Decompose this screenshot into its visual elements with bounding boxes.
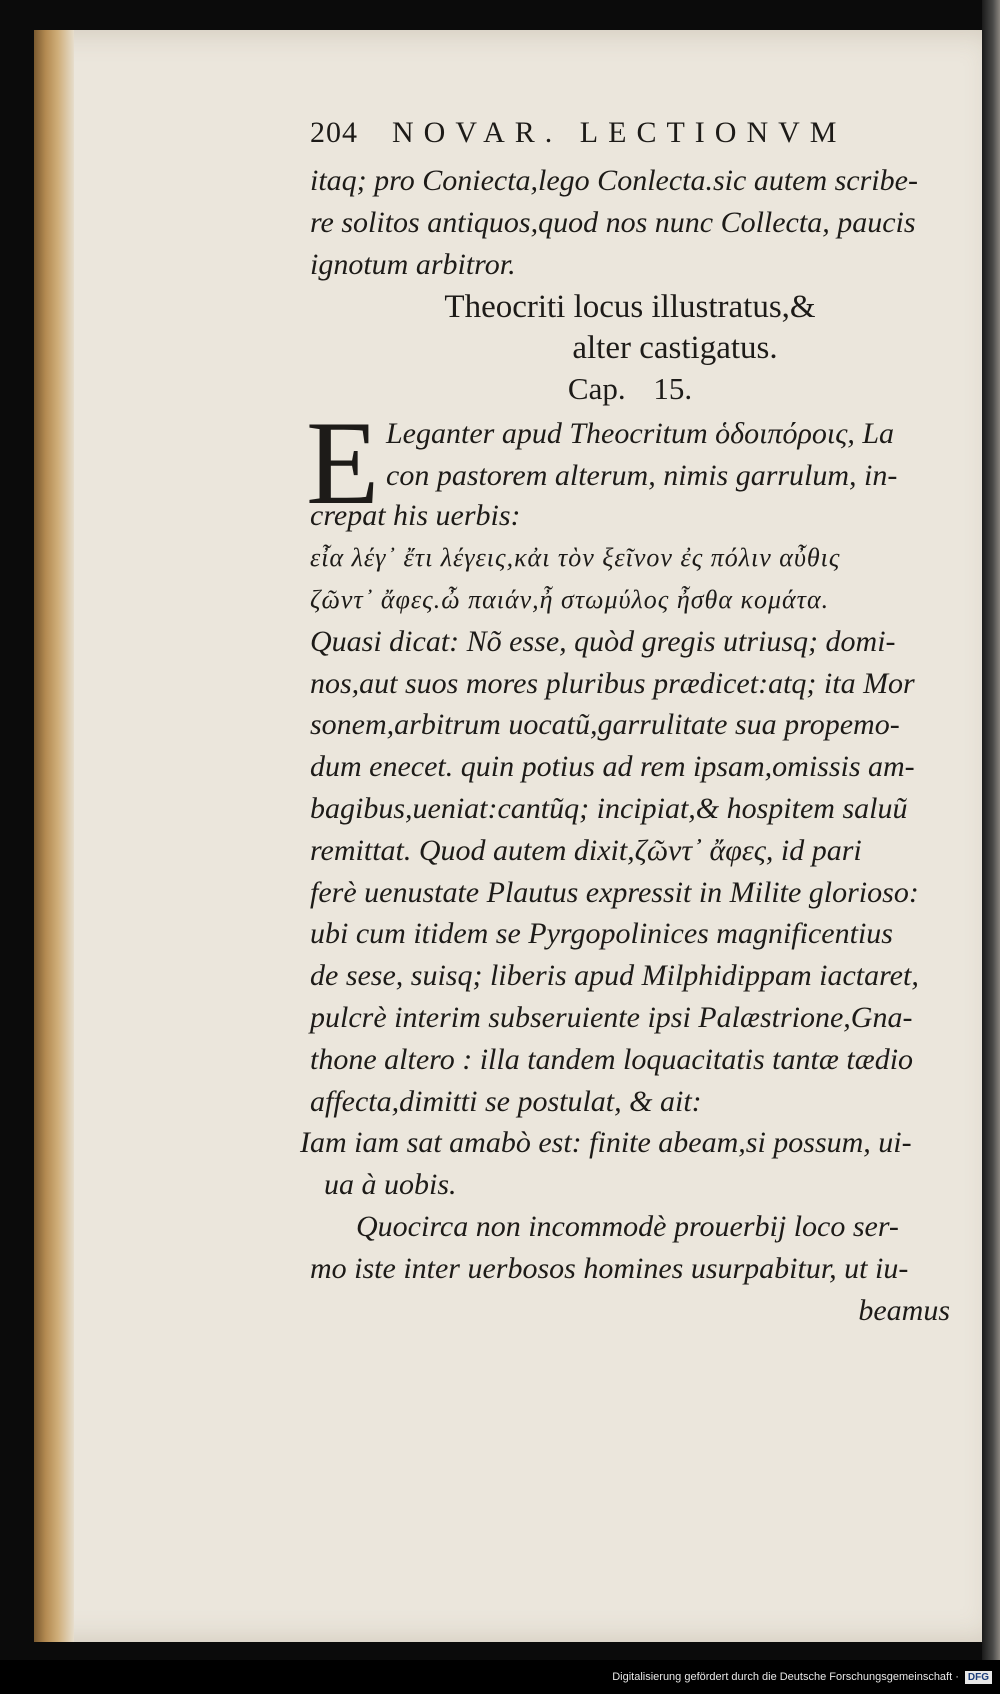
- chapter-heading-line: alter castigatus.: [572, 330, 778, 367]
- drop-cap: E: [306, 396, 380, 530]
- text-line: ignotum arbitror.: [310, 247, 516, 281]
- text-line: con pastorem alterum, nimis garrulum, in-: [386, 459, 898, 493]
- text-line: sonem,arbitrum uocatũ,garrulitate sua propemo-: [310, 708, 900, 742]
- chapter-heading-line: Theocriti locus illustratus,&: [444, 289, 816, 326]
- text-line: Leganter apud Theocritum ὁδοιπόροις, La: [386, 417, 895, 451]
- text-line: affecta,dimitti se postulat, & ait:: [310, 1084, 702, 1118]
- text-line: itaq; pro Coniecta,lego Conlecta.sic autem scribe-: [310, 164, 918, 197]
- text-line: de sese, suisq; liberis apud Milphidippam iactaret,: [310, 959, 919, 993]
- verse-quote-line: Iam iam sat amabò est: finite abeam,si possum, ui-: [300, 1126, 912, 1160]
- book-spine-edge: [34, 30, 74, 1642]
- running-head: [310, 116, 950, 160]
- drop-cap-paragraph: [306, 396, 950, 535]
- text-line: pulcrè interim subseruiente ipsi Palæstrione,Gna-: [310, 1000, 913, 1034]
- funding-credit: [612, 1664, 992, 1690]
- running-title: NOVAR. LECTIONVM: [392, 116, 847, 149]
- page-number: 204: [310, 116, 358, 149]
- text-line: ubi cum itidem se Pyrgopolinices magnificentius: [310, 917, 893, 951]
- text-line: dum enecet. quin potius ad rem ipsam,omissis am-: [310, 750, 915, 784]
- text-line: crepat his uerbis:: [310, 499, 521, 533]
- greek-verse-line: ζῶντ᾽ ἄφες.ὦ παιάν,ἦ στωμύλος ἦσθα κομάτα.: [310, 584, 830, 614]
- dfg-logo: DFG: [965, 1671, 992, 1684]
- page-fore-edge: [982, 0, 1000, 1660]
- text-line: Quasi dicat: Nõ esse, quòd gregis utriusq; domi-: [310, 624, 896, 658]
- text-line: bagibus,ueniat:cantũq; incipiat,& hospitem saluũ: [310, 791, 908, 825]
- text-line: thone altero : illa tandem loquacitatis tantæ tædio: [310, 1042, 914, 1076]
- verse-quote-line: ua à uobis.: [324, 1168, 457, 1202]
- page-text-block: [300, 116, 950, 1331]
- text-line: remittat. Quod autem dixit,ζῶντ᾽ ἄφες, id pari: [310, 833, 862, 867]
- text-line: re solitos antiquos,quod nos nunc Collecta, paucis: [310, 205, 916, 239]
- funding-credit-text: Digitalisierung gefördert durch die Deutsche Forschungsgemeinschaft ·: [612, 1671, 959, 1683]
- text-line: mo iste inter uerbosos homines usurpabitur, ut iu-: [310, 1251, 909, 1285]
- chapter-number: Cap. 15.: [567, 371, 693, 407]
- text-line: nos,aut suos mores pluribus prædicet:atq; ita Mor: [310, 666, 915, 700]
- greek-verse-line: εἶα λέγ᾽ ἔτι λέγεις,κἀι τὸν ξεῖνον ἐς πόλιν αὖθις: [310, 543, 841, 573]
- text-line: ferè uenustate Plautus expressit in Milite glorioso:: [310, 875, 919, 909]
- text-line: Quocirca non incommodè prouerbij loco ser-: [356, 1209, 899, 1243]
- catchword: beamus: [858, 1293, 950, 1327]
